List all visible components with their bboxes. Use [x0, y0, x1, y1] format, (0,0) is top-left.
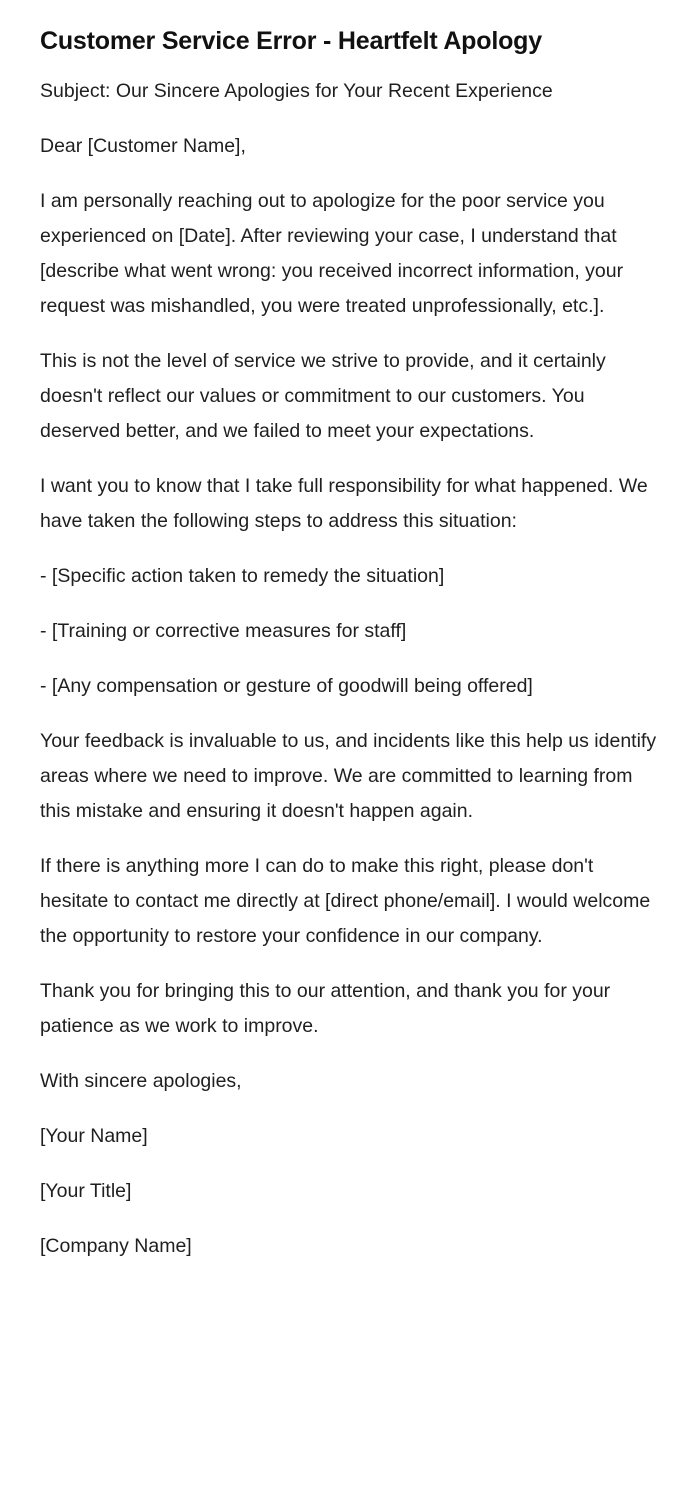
signoff: With sincere apologies,: [40, 1070, 242, 1092]
action-list: [40, 559, 660, 704]
greeting: Dear [Customer Name],: [40, 135, 246, 157]
body-paragraph-contact: If there is anything more I can do to make this right, please don't hesitate to contact me directly at [direct phone/email]. I would welcome the opportunity to restore your confidence in our company.: [40, 855, 651, 947]
body-paragraph-feedback: Your feedback is invaluable to us, and incidents like this help us identify areas where we need to improve. We are committed to learning from this mistake and ensuring it doesn't happen again.: [40, 730, 657, 822]
signature-title: [Your Title]: [40, 1180, 132, 1202]
action-item: - [Any compensation or gesture of goodwill being offered]: [40, 675, 533, 697]
signature-company: [Company Name]: [40, 1235, 192, 1257]
body-paragraph-apology: I am personally reaching out to apologize for the poor service you experienced on [Date]. After reviewing your case, I understand that [describe what went wrong: you received incorrect information, your request was mishandled, you were treated unprofessionally, etc.].: [40, 190, 624, 317]
signature-name: [Your Name]: [40, 1125, 148, 1147]
action-item: - [Training or corrective measures for staff]: [40, 620, 407, 642]
body-paragraph-thanks: Thank you for bringing this to our attention, and thank you for your patience as we work to improve.: [40, 980, 611, 1037]
body-paragraph-standards: This is not the level of service we strive to provide, and it certainly doesn't reflect our values or commitment to our customers. You deserved better, and we failed to meet your expectations.: [40, 350, 606, 442]
body-paragraph-responsibility: I want you to know that I take full responsibility for what happened. We have taken the following steps to address this situation:: [40, 475, 648, 532]
document-title: Customer Service Error - Heartfelt Apology: [40, 27, 542, 55]
subject-line: Subject: Our Sincere Apologies for Your Recent Experience: [40, 80, 553, 102]
action-item: - [Specific action taken to remedy the situation]: [40, 565, 445, 587]
